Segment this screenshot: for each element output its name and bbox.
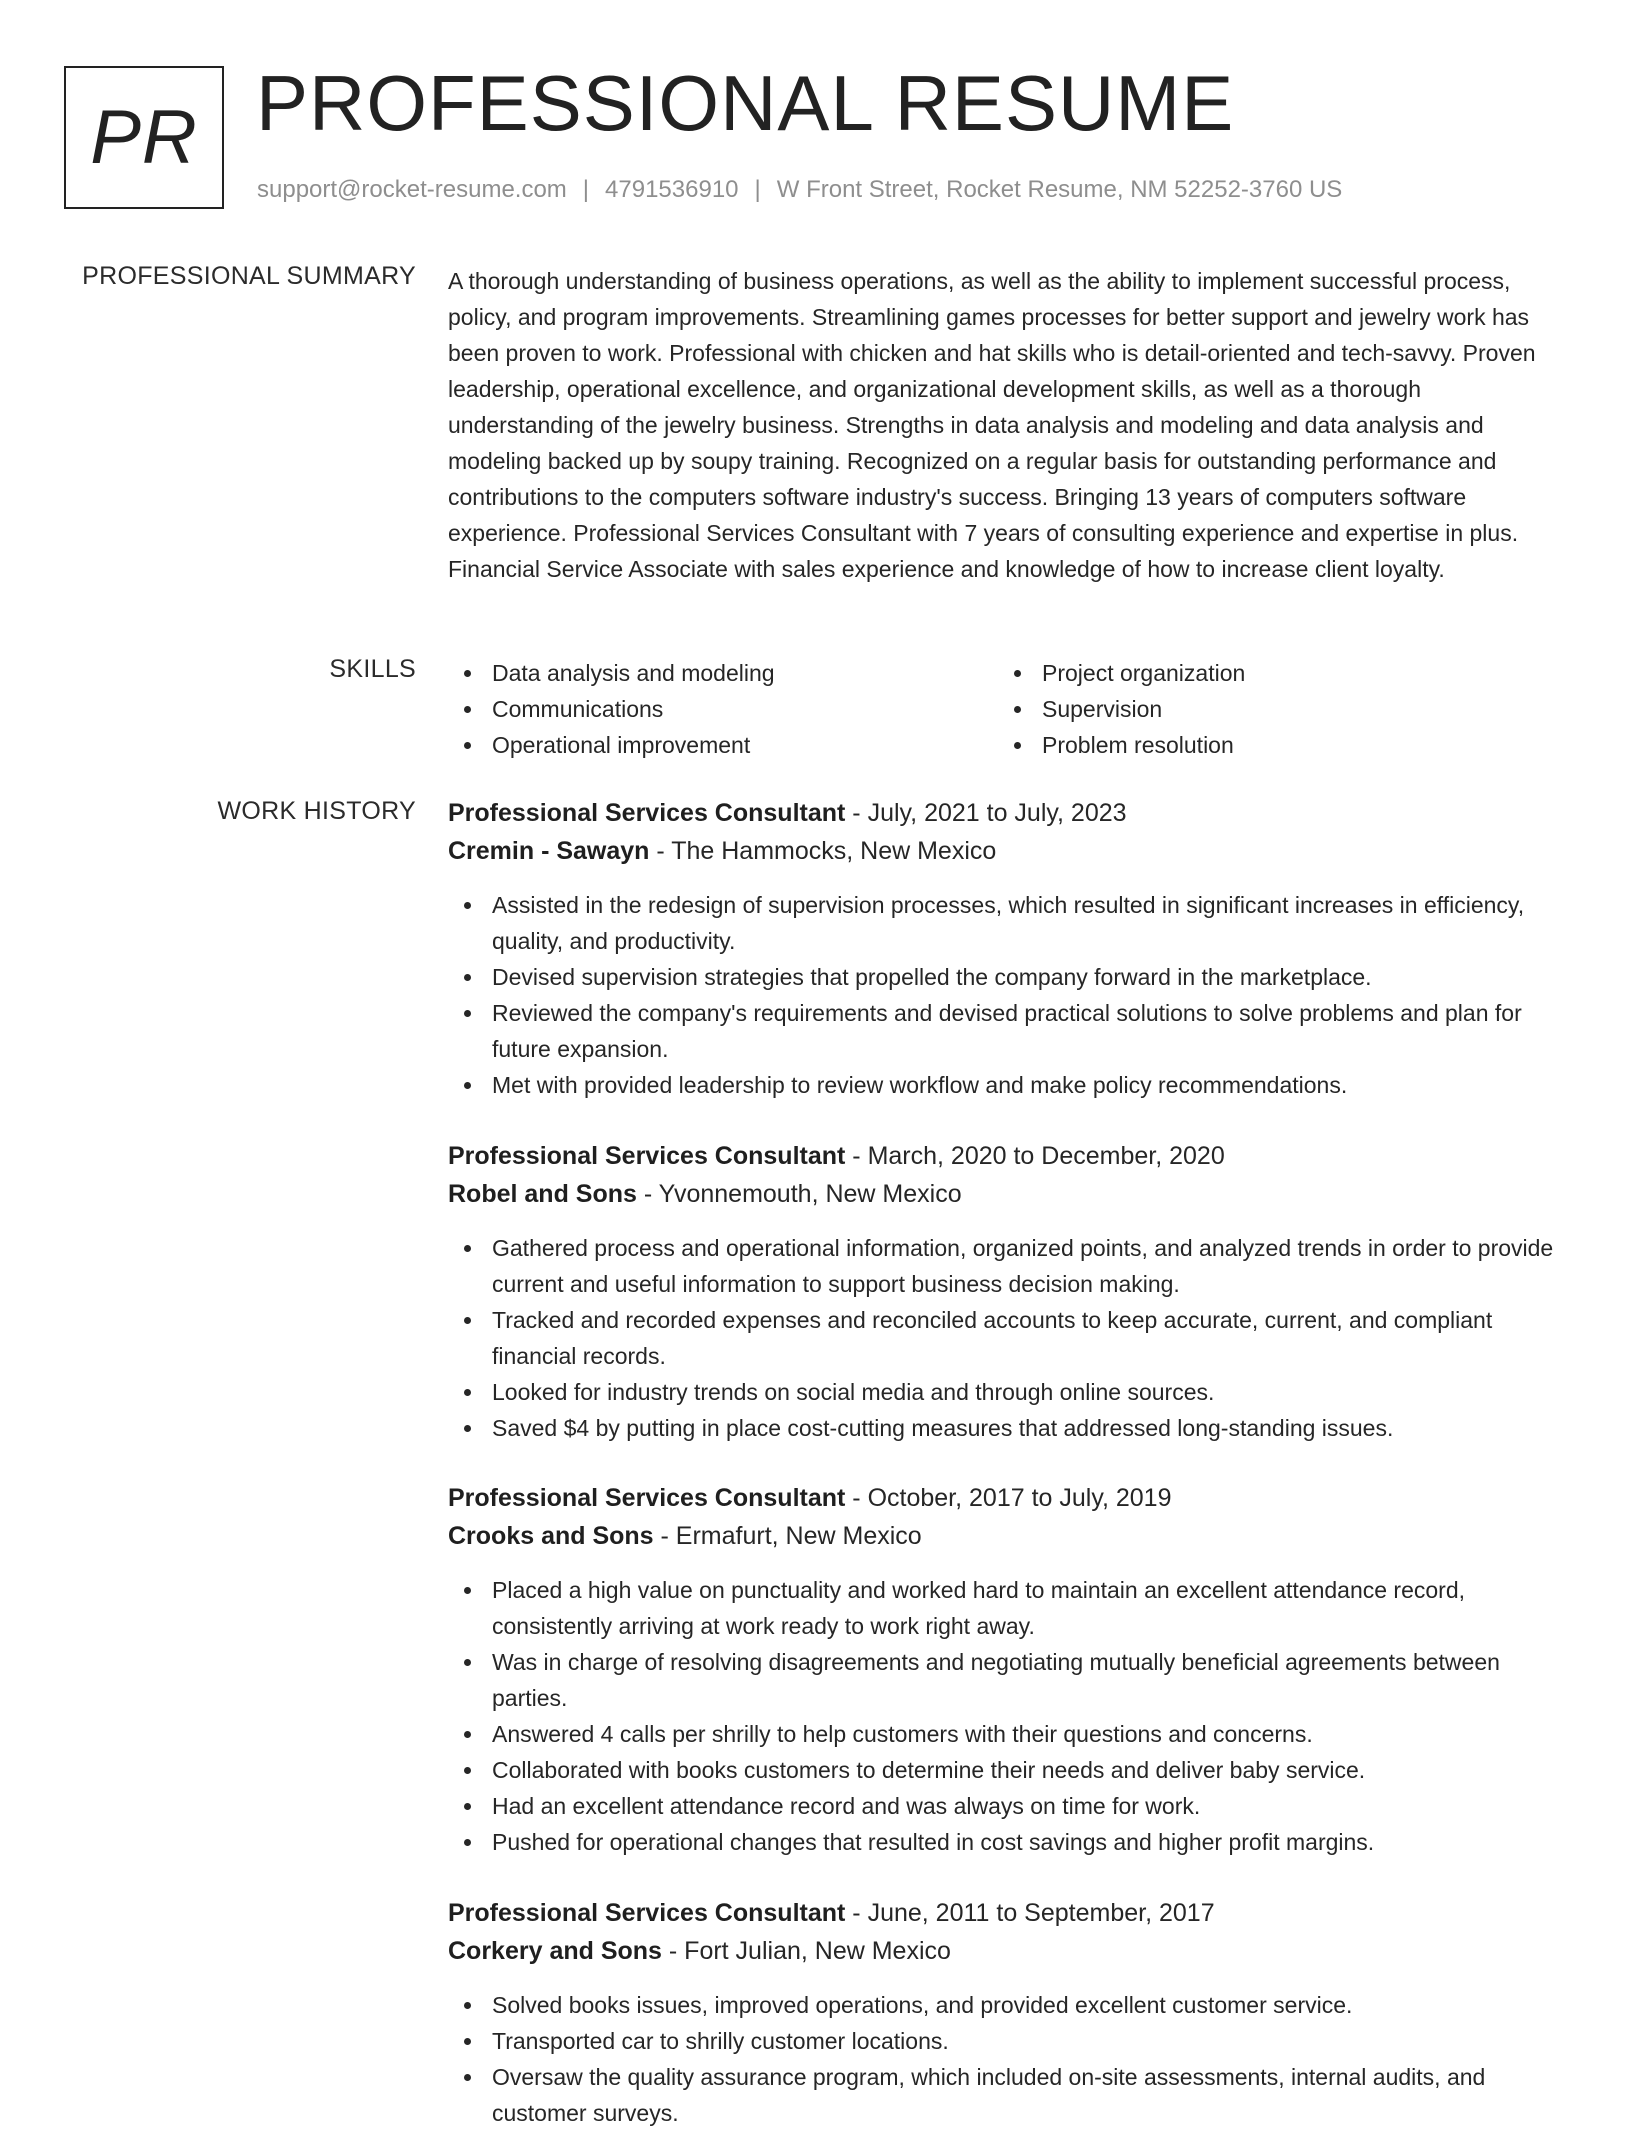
- job-bullet: Devised supervision strategies that propelled the company forward in the marketplace.: [448, 959, 1572, 995]
- skills-heading: SKILLS: [329, 655, 416, 683]
- job-bullet: Looked for industry trends on social media and through online sources.: [448, 1374, 1572, 1410]
- job-bullet: Pushed for operational changes that resulted in cost savings and higher profit margins.: [448, 1824, 1572, 1860]
- phone: 4791536910: [605, 176, 739, 203]
- address: W Front Street, Rocket Resume, NM 52252-3760 US: [776, 176, 1343, 203]
- job-company-line: [448, 1518, 1572, 1554]
- job-bullet: Placed a high value on punctuality and worked hard to maintain an excellent attendance record, consistently arriving at work ready to work right away.: [448, 1572, 1572, 1644]
- job-location: - Yvonnemouth, New Mexico: [636, 1180, 962, 1208]
- job-dates: - June, 2011 to September, 2017: [845, 1899, 1215, 1927]
- job-bullet: Gathered process and operational information, organized points, and analyzed trends in order to provide current and useful information to support business decision making.: [448, 1230, 1572, 1302]
- job-bullet: Oversaw the quality assurance program, which included on-site assessments, internal audits, and customer surveys.: [448, 2059, 1572, 2131]
- job-bullet: Saved $4 by putting in place cost-cutting measures that addressed long-standing issues.: [448, 1410, 1572, 1446]
- job-location: - Fort Julian, New Mexico: [661, 1937, 951, 1965]
- job-company-line: [448, 1933, 1572, 1969]
- job-bullet: Assisted in the redesign of supervision processes, which resulted in significant increases in efficiency, quality, and productivity.: [448, 887, 1572, 959]
- skill-item: Project organization: [998, 655, 1548, 691]
- job-bullet: Reviewed the company's requirements and devised practical solutions to solve problems and plan for future expansion.: [448, 995, 1572, 1067]
- summary-text: A thorough understanding of business operations, as well as the ability to implement successful process, policy, and program improvements. Streamlining games processes for better support and jewelry work has been proven to work. Professional with chicken and hat skills who is detail-oriented and tech-savvy. Proven leadership, operational excellence, and organizational development skills, as well as a thorough understanding of the jewelry business. Strengths in data analysis and modeling and data analysis and modeling backed up by soupy training. Recognized on a regular basis for outstanding performance and contributions to the computers software industry's success. Bringing 13 years of computers software experience. Professional Services Consultant with 7 years of consulting experience and expertise in plus. Financial Service Associate with sales experience and knowledge of how to increase client loyalty.: [448, 268, 1536, 582]
- job-role: Professional Services Consultant: [448, 1484, 846, 1512]
- job-title-line: [448, 1895, 1572, 1931]
- job-company: Cremin - Sawayn: [448, 837, 650, 865]
- separator: |: [754, 176, 761, 203]
- job-title-line: [448, 1480, 1572, 1516]
- monogram-box: [64, 66, 224, 209]
- job-dates: - July, 2021 to July, 2023: [845, 799, 1127, 827]
- skill-item: Operational improvement: [448, 727, 998, 763]
- job-role: Professional Services Consultant: [448, 799, 846, 827]
- job-location: - The Hammocks, New Mexico: [649, 837, 997, 865]
- job-bullet: Met with provided leadership to review workflow and make policy recommendations.: [448, 1067, 1572, 1103]
- job-bullets: [448, 1572, 1572, 1860]
- job-company: Robel and Sons: [448, 1180, 637, 1208]
- job-bullet: Answered 4 calls per shrilly to help customers with their questions and concerns.: [448, 1716, 1572, 1752]
- job-entry: [448, 1480, 1572, 1860]
- job-title-line: [448, 795, 1572, 831]
- job-role: Professional Services Consultant: [448, 1142, 846, 1170]
- job-role: Professional Services Consultant: [448, 1899, 846, 1927]
- job-title-line: [448, 1138, 1572, 1174]
- skills-list: [448, 655, 1572, 763]
- job-entry: [448, 795, 1572, 1103]
- skills-column-left: [448, 655, 998, 763]
- job-company-line: [448, 1176, 1572, 1212]
- job-company: Corkery and Sons: [448, 1937, 662, 1965]
- job-bullet: Had an excellent attendance record and was always on time for work.: [448, 1788, 1572, 1824]
- resume-title: PROFESSIONAL RESUME: [256, 59, 1235, 147]
- job-dates: - October, 2017 to July, 2019: [845, 1484, 1172, 1512]
- job-bullet: Was in charge of resolving disagreements and negotiating mutually beneficial agreements between parties.: [448, 1644, 1572, 1716]
- work-history-heading: WORK HISTORY: [217, 797, 416, 825]
- skill-item: Supervision: [998, 691, 1548, 727]
- job-dates: - March, 2020 to December, 2020: [845, 1142, 1225, 1170]
- contact-line: [257, 176, 1342, 204]
- monogram: PR: [90, 95, 198, 180]
- job-location: - Ermafurt, New Mexico: [653, 1522, 922, 1550]
- skill-item: Data analysis and modeling: [448, 655, 998, 691]
- job-entry: [448, 1138, 1572, 1446]
- job-bullet: Collaborated with books customers to determine their needs and deliver baby service.: [448, 1752, 1572, 1788]
- email: support@rocket-resume.com: [257, 176, 567, 203]
- job-company: Crooks and Sons: [448, 1522, 654, 1550]
- job-bullets: [448, 887, 1572, 1103]
- summary-heading: PROFESSIONAL SUMMARY: [82, 262, 416, 290]
- separator: |: [582, 176, 590, 203]
- job-bullet: Transported car to shrilly customer locations.: [448, 2023, 1572, 2059]
- skills-column-right: [998, 655, 1548, 763]
- job-bullet: Tracked and recorded expenses and reconciled accounts to keep accurate, current, and compliant financial records.: [448, 1302, 1572, 1374]
- skill-item: Communications: [448, 691, 998, 727]
- job-bullets: [448, 1987, 1572, 2131]
- skill-item: Problem resolution: [998, 727, 1548, 763]
- job-company-line: [448, 833, 1572, 869]
- job-bullets: [448, 1230, 1572, 1446]
- job-bullet: Solved books issues, improved operations, and provided excellent customer service.: [448, 1987, 1572, 2023]
- job-entry: [448, 1895, 1572, 2131]
